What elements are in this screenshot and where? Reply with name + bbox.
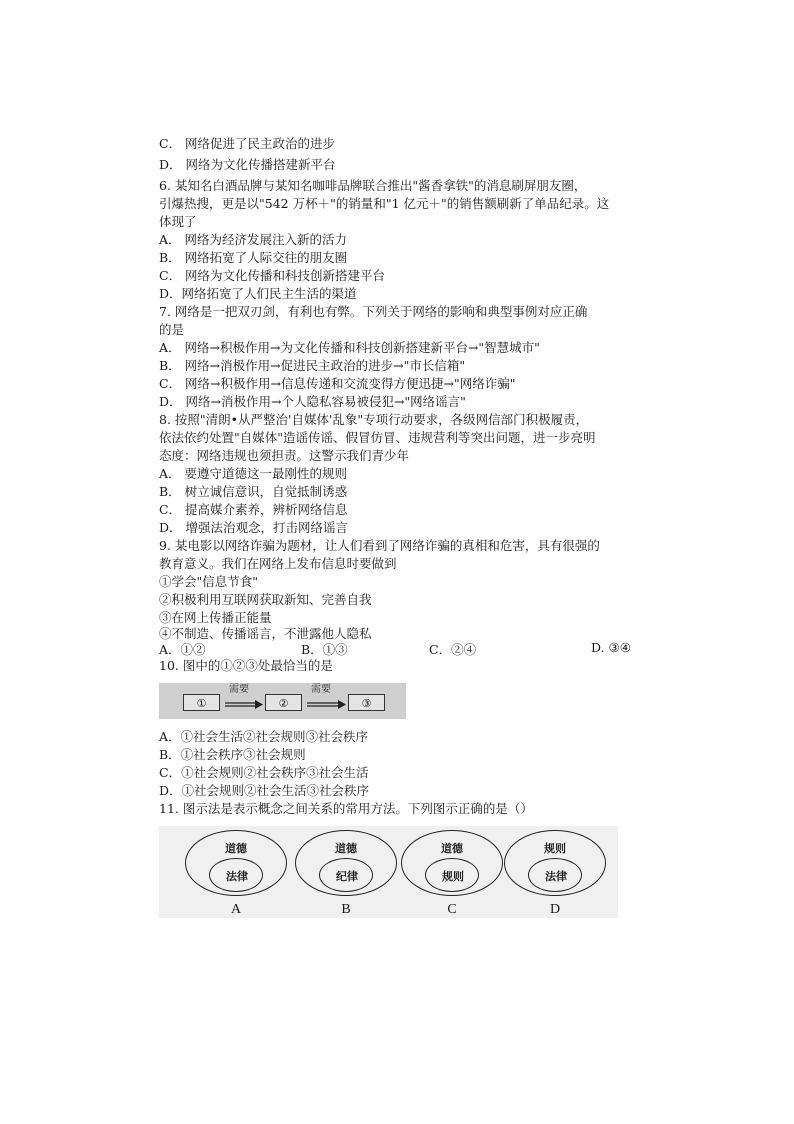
q11-diagrams [159,826,618,918]
arrow-2 [307,700,346,709]
inner-label: 纪律 [336,870,358,883]
q8-option-d: D． 增强法治观念，打击网络谣言 [159,520,348,535]
inner-ellipse [425,858,479,892]
outer-label: 道德 [225,842,247,855]
q9-item-4: ④不制造、传播谣言，不泄露他人隐私 [159,626,372,641]
q6-stem-line-3: 体现了 [159,214,197,229]
q9-options [159,640,637,658]
q9-option-a: A．①② [159,642,206,657]
q9-item-2: ②积极利用互联网获取新知、完善自我 [159,592,372,607]
diagram-c [401,830,503,917]
inner-label: 法律 [226,870,248,883]
outer-label: 道德 [335,842,357,855]
q6-option-a: A． 网络为经济发展注入新的活力 [159,232,348,247]
outer-label: 道德 [441,842,463,855]
q9-item-3: ③在网上传播正能量 [159,610,272,625]
q7-option-c: C． 网络→积极作用→信息传递和交流变得方便迅捷→"网络诈骗" [159,376,516,391]
q8-option-b: B． 树立诚信意识，自觉抵制诱惑 [159,484,348,499]
q9-item-1: ①学会"信息节食" [159,574,258,589]
outer-label: 规则 [544,842,566,855]
q8-stem-line-1: 8. 按照"清朗•从严整治'自媒体'乱象"专项行动要求，各级网信部门积极履责， [159,412,589,427]
diagram-letter: C [447,902,457,917]
flow-box-3: ③ [348,694,385,711]
inner-label: 法律 [545,870,567,883]
q5-option-c: C． 网络促进了民主政治的进步 [159,136,336,151]
q5-option-d: D． 网络为文化传播搭建新平台 [159,157,336,172]
flow-box-1: ① [183,694,220,711]
q6-option-d: D．网络拓宽了人们民主生活的渠道 [159,286,357,301]
q9-option-b: B．①③ [301,642,348,657]
q8-stem-line-3: 态度：网络违规也须担责。这警示我们青少年 [159,448,410,463]
q10-option-a: A．①社会生活②社会规则③社会秩序 [159,729,369,744]
q7-stem-line-2: 的是 [159,322,185,337]
diagram-letter: B [341,902,351,917]
inner-ellipse [209,858,263,892]
q9-option-c: C．②④ [429,642,477,657]
diagram-a [185,830,287,917]
diagram-d [504,830,606,917]
arrow-label-2: 需要 [311,684,331,695]
q7-stem-line-1: 7. 网络是一把双刃剑，有利也有弊。下列关于网络的影响和典型事例对应正确 [159,304,588,319]
q9-stem-line-2: 教育意义。我们在网络上发布信息时要做到 [159,556,397,571]
q10-flow-figure [159,683,406,719]
inner-ellipse [528,858,582,892]
q6-stem-line-2: 引爆热搜，更是以"542 万杯＋"的销量和"1 亿元＋"的销售额刷新了单品纪录。这 [159,196,610,211]
inner-label: 规则 [442,870,464,883]
q7-option-d: D． 网络→消极作用→个人隐私容易被侵犯→"网络谣言" [159,394,466,409]
inner-ellipse [319,858,373,892]
q7-option-b: B． 网络→消极作用→促进民主政治的进步→"市长信箱" [159,358,466,373]
diagram-letter: A [230,902,242,917]
q10-option-b: B．①社会秩序③社会规则 [159,747,306,762]
arrow-1 [225,700,263,709]
q10-stem: 10. 图中的①②③处最恰当的是 [159,658,333,673]
diagram-b [295,830,397,917]
q6-option-b: B． 网络拓宽了人际交往的朋友圈 [159,250,348,265]
q9-stem-line-1: 9. 某电影以网络诈骗为题材，让人们看到了网络诈骗的真相和危害，具有很强的 [159,538,600,553]
arrow-label-1: 需要 [229,684,249,695]
diagram-letter: D [549,902,561,917]
q8-option-a: A． 要遵守道德这一最刚性的规则 [159,466,348,481]
q10-option-c: C．①社会规则②社会秩序③社会生活 [159,765,369,780]
flow-box-2: ② [265,694,302,711]
q8-stem-line-2: 依法依约处置"自媒体"造谣传谣、假冒仿冒、违规营利等突出问题，进一步亮明 [159,430,596,445]
q11-stem: 11. 图示法是表示概念之间关系的常用方法。下列图示正确的是（） [159,801,533,816]
q7-option-a: A． 网络→积极作用→为文化传播和科技创新搭建新平台→"智慧城市" [159,340,540,355]
q8-option-c: C． 提高媒介素养，辨析网络信息 [159,502,348,517]
q10-option-d: D．①社会规则②社会生活③社会秩序 [159,783,370,798]
q9-option-d: D. ③④ [591,640,631,655]
q6-stem-line-1: 6. 某知名白酒品牌与某知名咖啡品牌联合推出"酱香拿铁"的消息刷屏朋友圈， [159,178,587,193]
q6-option-c: C． 网络为文化传播和科技创新搭建平台 [159,268,386,283]
